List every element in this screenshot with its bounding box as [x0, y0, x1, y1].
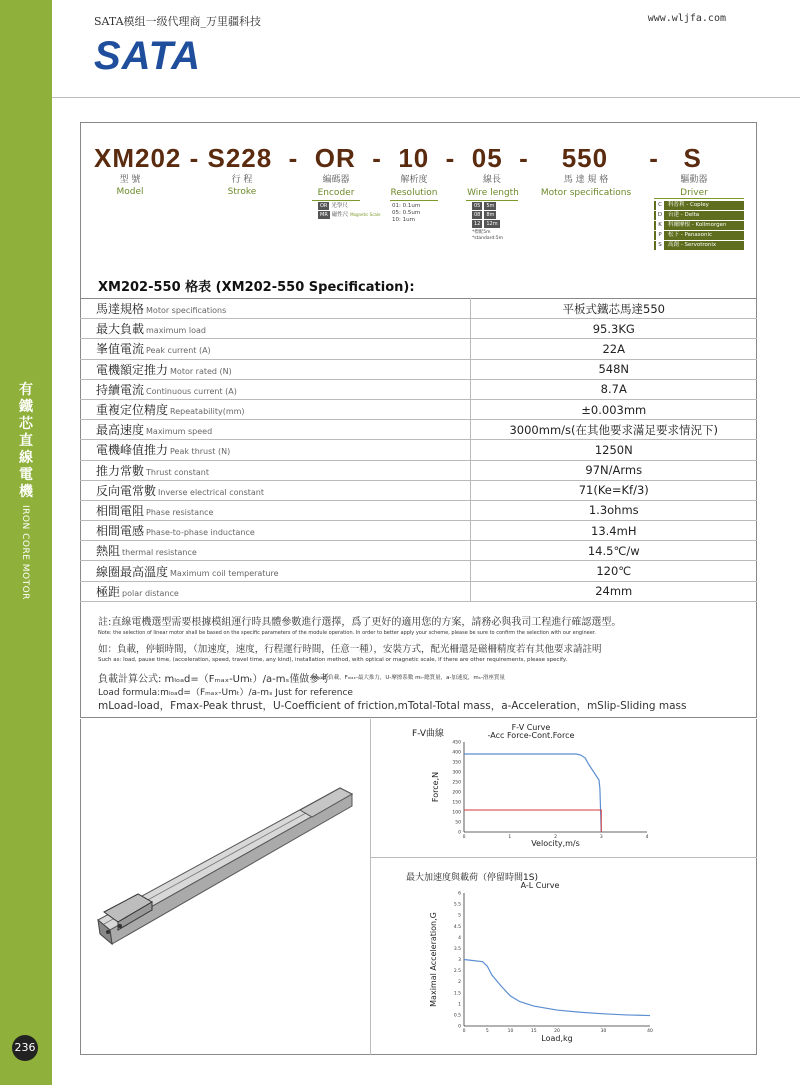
spec-label — [80, 399, 470, 419]
al-x-tick-label: 0 — [462, 1029, 466, 1034]
fv-y-tick-label: 400 — [452, 750, 461, 756]
spec-label-cn: 相間電感 — [96, 524, 145, 539]
fv-x-tick-label: 4 — [645, 835, 649, 840]
encoder-option-mr: MR 磁性尺 Magnetic Scale — [320, 212, 381, 218]
note-cn-2: 如：負載，停頓時間，（加速度，速度，行程運行時間，任意一種），安裝方式，配光柵還是磁柵精度若有其他要求請註明 — [98, 644, 602, 655]
spec-value: 1250N — [470, 440, 757, 460]
fv-x-tick-label: 2 — [554, 835, 557, 840]
spec-value: 24mm — [470, 581, 757, 601]
fv-xlabel: Velocity,m/s — [531, 839, 580, 848]
fv-y-tick-label: 0 — [458, 830, 461, 836]
spec-label-cn: 電機峰值推力 — [96, 443, 169, 458]
chart-divider — [370, 857, 757, 858]
spec-label — [80, 581, 470, 601]
spec-label — [80, 299, 470, 319]
wire-option-08: 08 8m — [474, 212, 495, 218]
al-xlabel: Load,kg — [541, 1034, 573, 1043]
resolution-option-01: 01: 0.1um — [392, 203, 421, 209]
spec-label — [80, 379, 470, 399]
fv-y-tick-label: 100 — [452, 810, 461, 816]
spec-label-cn: 持續電流 — [96, 382, 145, 397]
al-y-tick-label: 5 — [458, 913, 461, 919]
al-y-tick-label: 0 — [458, 1024, 461, 1030]
fv-chart — [372, 720, 755, 856]
spec-label — [80, 440, 470, 460]
field-resolution-en: Resolution — [390, 188, 438, 198]
spec-label-en: Maximum speed — [146, 427, 213, 437]
spec-label-en: Continuous current (A) — [146, 386, 237, 396]
spec-value: 548N — [470, 359, 757, 379]
note-en-1: Note: the selection of linear motor shall be based on the specific parameters of the module operation. In order to better apply your scheme, please be sure to confirm the selection with our engineer. — [98, 630, 596, 636]
spec-label — [80, 339, 470, 359]
resolution-option-10: 10: 1um — [392, 217, 415, 223]
al-ylabel: Maximal Acceleration,G — [429, 912, 438, 1007]
load-formula-legend-cn: mₗₒₐd-負載，Fₘₐₓ-最大推力，U-摩擦系數 mₜ-總質量，a-加速度，mₛ-滑座質量 — [312, 675, 505, 681]
al-y-tick-label: 3.5 — [453, 946, 461, 952]
fv-y-tick-label: 150 — [452, 800, 461, 806]
spec-label-en: polar distance — [122, 588, 179, 598]
encoder-underline — [312, 200, 360, 201]
spec-row — [80, 541, 757, 561]
field-encoder-en: Encoder — [317, 188, 355, 198]
spec-row — [80, 379, 757, 399]
fv-y-tick-label: 200 — [452, 790, 461, 796]
field-driver-cn: 驅動器 — [680, 175, 708, 185]
field-wire-en: Wire length — [467, 188, 519, 198]
fv-x-tick-label: 3 — [599, 835, 603, 840]
fv-y-tick-label: 350 — [452, 760, 461, 766]
load-formula-cn: 負載計算公式: mₗₒₐd=（Fₘₐₓ-Umₜ）/a-mₛ僅做參考 — [98, 674, 330, 685]
lower-divider — [370, 719, 371, 1055]
load-formula-legend-en: mLoad-load，Fmax-Peak thrust，U-Coefficient of friction,mTotal-Total mass，a-Acceleration，mSlip-Sliding mass — [98, 700, 687, 712]
fv-y-tick-label: 50 — [455, 820, 461, 826]
field-motor-en: Motor specifications — [540, 188, 632, 198]
al-side-label: 最大加速度與載荷（停留時間1S) — [406, 873, 538, 883]
al-y-tick-label: 2 — [458, 980, 461, 986]
fv-subtitle: -Acc Force-Cont.Force — [487, 731, 575, 740]
spec-row — [80, 359, 757, 379]
spec-value: 3000mm/s(在其他要求滿足要求情況下) — [470, 420, 757, 440]
spec-value: 97N/Arms — [470, 460, 757, 480]
spec-label-cn: 熱阻 — [96, 544, 121, 559]
al-y-tick-label: 2.5 — [453, 969, 461, 975]
spec-label-en: thermal resistance — [122, 548, 197, 558]
field-model-cn: 型 號 — [119, 175, 141, 185]
spec-row — [80, 319, 757, 339]
spec-label — [80, 480, 470, 500]
fv-side-label: F-V曲線 — [412, 729, 445, 739]
spec-value: 120℃ — [470, 561, 757, 581]
spec-label-cn: 電機額定推力 — [96, 362, 169, 377]
spec-title: XM202-550 格表 (XM202-550 Specification): — [98, 280, 415, 295]
encoder-option-or: OR 光學尺 — [320, 203, 348, 209]
spec-row — [80, 460, 757, 480]
al-curve-line — [464, 960, 650, 1016]
fv-x-tick-label: 1 — [508, 835, 512, 840]
field-encoder-cn: 編碼器 — [322, 175, 350, 185]
al-x-tick-label: 40 — [647, 1029, 653, 1034]
spec-row — [80, 399, 757, 419]
spec-label — [80, 561, 470, 581]
side-title-cn: 有鐵芯直線電機 — [19, 382, 33, 500]
spec-row — [80, 521, 757, 541]
spec-label — [80, 319, 470, 339]
al-y-tick-label: 5.5 — [453, 902, 461, 908]
spec-label-cn: 馬達規格 — [96, 302, 145, 317]
spec-label-en: Peak current (A) — [146, 346, 211, 356]
spec-value: 平板式鐵芯馬達550 — [470, 299, 757, 319]
fv-y-tick-label: 300 — [452, 770, 461, 776]
al-y-tick-label: 3 — [458, 958, 461, 963]
spec-value: 95.3KG — [470, 319, 757, 339]
fv-y-tick-label: 250 — [452, 780, 461, 786]
spec-row — [80, 420, 757, 440]
spec-value: 14.5℃/w — [470, 541, 757, 561]
driver-option-d: D 台達 - Delta — [654, 211, 744, 220]
header-company-text: SATA模组一级代理商_万里疆科技 — [94, 15, 262, 28]
driver-option-p: P 松下 - Panasonic — [654, 231, 744, 240]
fv-x-tick-label: 0 — [462, 835, 466, 840]
spec-label-cn: 反向電常數 — [96, 483, 157, 498]
load-formula-en: Load formula:mₗₒₐd=（Fₘₐₓ-Umₜ）/a-mₛ Just for reference — [98, 688, 353, 698]
spec-label — [80, 359, 470, 379]
al-x-tick-label: 15 — [530, 1029, 537, 1034]
spec-label-cn: 重複定位精度 — [96, 403, 169, 418]
wire-note-en: *standard:5m — [472, 236, 503, 241]
al-y-tick-label: 4.5 — [453, 924, 461, 930]
spec-label — [80, 500, 470, 520]
spec-value: 13.4mH — [470, 521, 757, 541]
driver-underline — [654, 198, 744, 199]
field-model-en: Model — [116, 187, 144, 197]
al-x-tick-label: 5 — [485, 1029, 489, 1034]
spec-label — [80, 460, 470, 480]
spec-label-cn: 推力常數 — [96, 463, 145, 478]
note-cn-1: 註:直線電機選型需要根據模組運行時具體參數進行選擇，爲了更好的適用您的方案，請務必與我司工程進行確認選型。 — [98, 617, 622, 628]
spec-row — [80, 480, 757, 500]
al-title: A-L Curve — [520, 881, 560, 890]
wire-underline — [466, 200, 518, 201]
al-chart — [372, 866, 755, 1052]
spec-row — [80, 561, 757, 581]
spec-label-en: Peak thrust (N) — [170, 447, 231, 457]
spec-label — [80, 521, 470, 541]
wire-option-12: 12 12m — [474, 221, 498, 227]
fv-y-tick-label: 450 — [452, 740, 461, 746]
spec-row — [80, 440, 757, 460]
spec-label-en: Motor rated (N) — [170, 366, 232, 376]
spec-label — [80, 541, 470, 561]
driver-option-c: C 科普利 - Copley — [654, 201, 744, 210]
al-y-tick-label: 4 — [458, 935, 461, 941]
spec-value: 8.7A — [470, 379, 757, 399]
fv-acc-force-line — [464, 754, 601, 832]
field-stroke-cn: 行 程 — [231, 175, 253, 185]
driver-option-k: K 科爾摩根 - Kollmorgen — [654, 221, 744, 230]
wire-option-05: 05 5m — [474, 203, 495, 209]
field-motor-cn: 馬 達 規 格 — [563, 175, 609, 185]
driver-option-s: S 高創 - Servotronix — [654, 241, 744, 250]
al-y-tick-label: 1.5 — [453, 991, 461, 997]
page-number: 236 — [12, 1035, 38, 1061]
resolution-option-05: 05: 0.5um — [392, 210, 421, 216]
wire-note-cn: *標配5m — [472, 230, 491, 235]
linear-module-illustration — [90, 770, 360, 950]
spec-label-en: maximum load — [146, 326, 206, 336]
spec-label-en: Repeatability(mm) — [170, 407, 245, 417]
field-driver-en: Driver — [680, 188, 708, 198]
spec-label-cn: 線圈最高溫度 — [96, 564, 169, 579]
side-title-en: IRON CORE MOTOR — [20, 505, 30, 600]
spec-row — [80, 299, 757, 319]
field-stroke-en: Stroke — [227, 187, 257, 197]
side-title-en-wrap — [18, 505, 34, 615]
spec-label-en: Maximum coil temperature — [170, 568, 279, 578]
spec-value: 22A — [470, 339, 757, 359]
spec-value: 71(Ke=Kf/3) — [470, 480, 757, 500]
fv-ylabel: Force,N — [431, 771, 440, 803]
spec-label-cn: 相間電阻 — [96, 503, 145, 518]
spec-table — [80, 298, 757, 602]
header-divider — [52, 97, 800, 98]
field-resolution-cn: 解析度 — [400, 175, 428, 185]
spec-label-en: Inverse electrical constant — [158, 487, 264, 497]
spec-row — [80, 500, 757, 520]
spec-row — [80, 339, 757, 359]
fv-cont-force-line — [464, 810, 601, 832]
spec-label-cn: 峯值電流 — [96, 342, 145, 357]
spec-label-en: Phase-to-phase inductance — [146, 528, 255, 538]
spec-label-en: Phase resistance — [146, 507, 214, 517]
spec-value: 1.3ohms — [470, 500, 757, 520]
model-code: XM202 - S228 - OR - 10 - 05 - 550 - S — [94, 143, 702, 173]
spec-row — [80, 581, 757, 601]
sata-logo: SATA — [94, 34, 201, 78]
al-y-tick-label: 1 — [458, 1002, 461, 1008]
note-en-2: Such as: load, pause time, (acceleration, speed, travel time, any kind), installation method, with optical or magnetic scale, if there are other requirements, please specify. — [98, 657, 568, 663]
spec-label-en: Thrust constant — [146, 467, 209, 477]
spec-label-cn: 最高速度 — [96, 423, 145, 438]
al-y-tick-label: 0.5 — [453, 1013, 461, 1019]
spec-value: ±0.003mm — [470, 399, 757, 419]
resolution-underline — [390, 200, 438, 201]
spec-label-cn: 極距 — [96, 584, 121, 599]
header-website-link[interactable]: www.wljfa.com — [647, 13, 726, 24]
al-y-tick-label: 6 — [458, 891, 461, 897]
fv-title: F-V Curve — [511, 723, 551, 732]
spec-label-en: Motor specifications — [146, 306, 227, 316]
al-x-tick-label: 10 — [507, 1029, 514, 1034]
spec-label — [80, 420, 470, 440]
field-wire-cn: 線長 — [482, 175, 501, 185]
spec-label-cn: 最大負載 — [96, 322, 145, 337]
al-x-tick-label: 30 — [600, 1029, 607, 1034]
al-x-tick-label: 20 — [554, 1029, 560, 1034]
